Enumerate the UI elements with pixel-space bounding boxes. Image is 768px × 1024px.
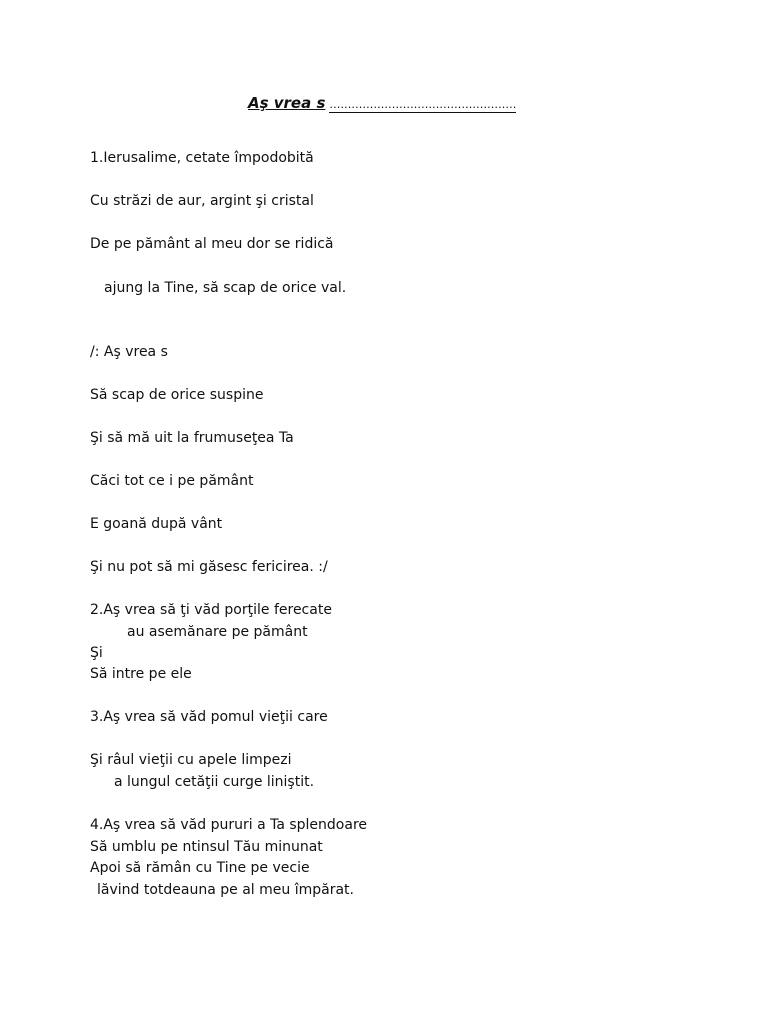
verse-4-line-3: Apoi să rămân cu Tine pe vecie — [90, 860, 310, 876]
verse-1-line-4: ajung la Tine, să scap de orice val. — [104, 280, 347, 296]
verse-1-line-3: De pe pământ al meu dor se ridică — [90, 236, 334, 252]
verse-3-line-1: 3.Aş vrea să văd pomul vieţii care — [90, 709, 328, 725]
chorus-line-2: Să scap de orice suspine — [90, 387, 264, 403]
verse-2-line-4: Să intre pe ele — [90, 666, 192, 682]
chorus-line-6: Şi nu pot să mi găsesc fericirea. :/ — [90, 559, 328, 575]
verse-3-line-2: Şi râul vieţii cu apele limpezi — [90, 752, 292, 768]
verse-3-line-3: a lungul cetăţii curge liniştit. — [114, 774, 315, 790]
song-title-text: Aş vrea s — [248, 94, 326, 112]
chorus-line-1: /: Aş vrea s — [90, 344, 168, 360]
verse-4-line-4: lăvind totdeauna pe al meu împărat. — [97, 882, 354, 898]
verse-2-line-3: Şi — [90, 645, 103, 661]
chorus-line-5: E goană după vânt — [90, 516, 223, 532]
chorus-line-4: Căci tot ce i pe pământ — [90, 473, 254, 489]
title-dotted-leader: …………………………………………… — [329, 98, 517, 111]
verse-2-line-1: 2.Aş vrea să ţi văd porţile ferecate — [90, 602, 332, 618]
verse-4-line-2: Să umblu pe ntinsul Tău minunat — [90, 839, 323, 855]
verse-2-line-2: au asemănare pe pământ — [127, 624, 308, 640]
chorus-line-3: Şi să mă uit la frumuseţea Ta — [90, 430, 294, 446]
song-title — [248, 94, 516, 112]
verse-1-line-1: 1.Ierusalime, cetate împodobită — [90, 150, 314, 166]
verse-4-line-1: 4.Aş vrea să văd pururi a Ta splendoare — [90, 817, 368, 833]
verse-1-line-2: Cu străzi de aur, argint şi cristal — [90, 193, 314, 209]
